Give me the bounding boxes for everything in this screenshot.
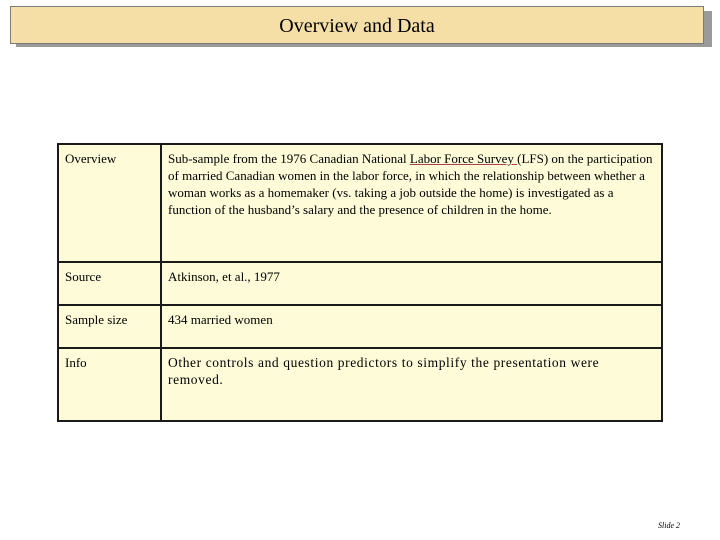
overview-text-start: Sub-sample from the 1976 Canadian National <box>168 151 410 166</box>
row-label-source: Source <box>58 262 161 305</box>
row-label-info: Info <box>58 348 161 421</box>
table-row-overview <box>58 144 662 262</box>
row-value-overview <box>161 144 662 262</box>
row-value-sample-size: 434 married women <box>161 305 662 348</box>
overview-table <box>57 143 663 422</box>
row-label-sample-size: Sample size <box>58 305 161 348</box>
table-row-source <box>58 262 662 305</box>
slide-number: Slide 2 <box>658 521 680 530</box>
row-value-source: Atkinson, et al., 1977 <box>161 262 662 305</box>
table-row-sample-size <box>58 305 662 348</box>
overview-text-end: (LFS) on the participation of married Canadian women in the labor force, in which the relationship between whether a woman works as a homemaker (vs. taking a job outside the home) is investigated as a function of the husband’s salary and the presence of children in the home. <box>168 151 653 217</box>
labor-force-survey-link[interactable]: Labor Force Survey <box>409 151 518 166</box>
slide-title: Overview and Data <box>10 6 704 44</box>
row-value-info: Other controls and question predictors to simplify the presentation were removed. <box>161 348 662 421</box>
row-label-overview: Overview <box>58 144 161 262</box>
table-row-info <box>58 348 662 421</box>
